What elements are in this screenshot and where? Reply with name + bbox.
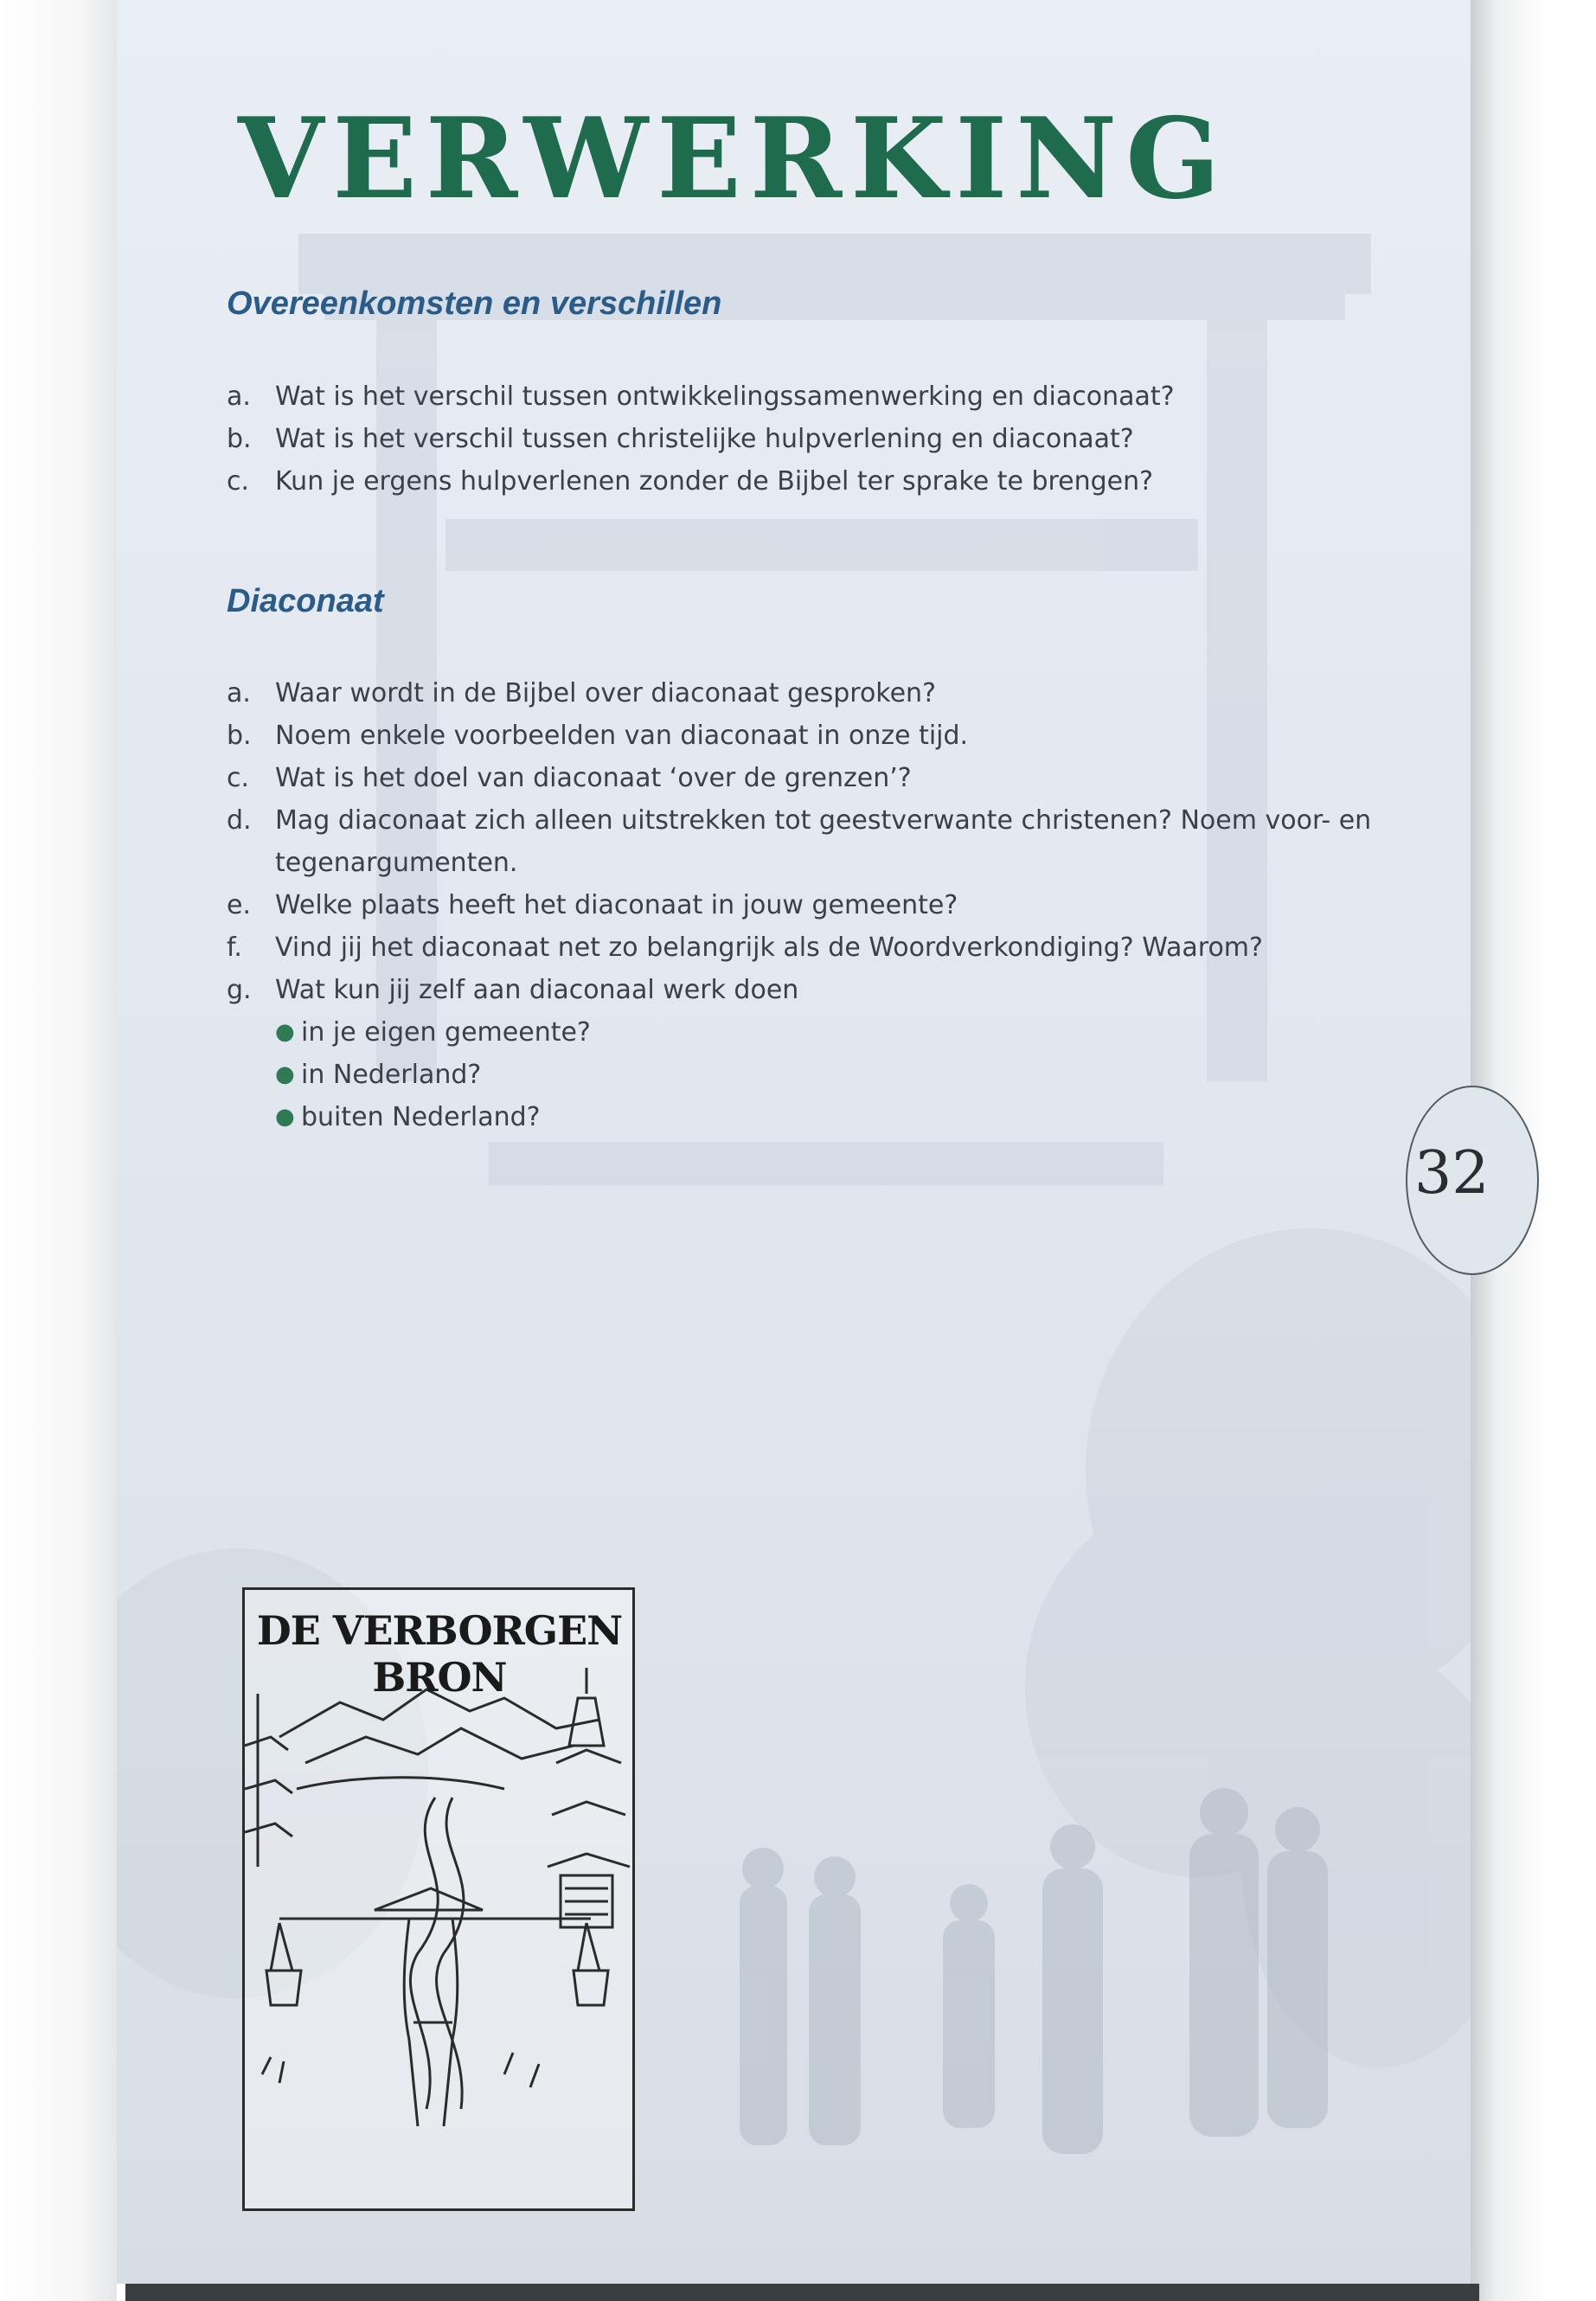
question-list-overeenkomsten <box>227 375 1351 503</box>
bullet-text: in je eigen gemeente? <box>301 1017 591 1048</box>
section-heading-overeenkomsten: Overeenkomsten en verschillen <box>227 285 722 322</box>
bullet-icon: ● <box>275 1019 295 1045</box>
page-margin-left <box>0 0 117 2301</box>
list-item <box>227 969 1429 1011</box>
bullet-icon: ● <box>275 1061 295 1087</box>
item-text: Noem enkele voorbeelden van diaconaat in onze tijd. <box>275 721 969 751</box>
item-marker: b. <box>227 424 252 454</box>
list-item <box>227 460 1351 503</box>
list-item <box>227 1011 1429 1138</box>
section-heading-diaconaat: Diaconaat <box>227 583 384 619</box>
bullet-list <box>275 1011 591 1138</box>
item-text: Welke plaats heeft het diaconaat in jouw gemeente? <box>275 890 958 920</box>
question-list-diaconaat <box>227 672 1429 1138</box>
list-item <box>227 375 1351 418</box>
cover-title: DE VERBORGEN BRON <box>256 1607 623 1701</box>
book-cover-illustration <box>242 1587 635 2211</box>
item-text: Vind jij het diaconaat net zo belangrijk als de Woordverkondiging? Waarom? <box>275 933 1263 963</box>
item-marker: d. <box>227 805 252 836</box>
item-text: Wat is het verschil tussen ontwikkelingssamenwerking en diaconaat? <box>275 381 1175 412</box>
page-number: 32 <box>1414 1139 1490 1208</box>
list-item <box>227 926 1429 969</box>
item-marker: a. <box>227 381 251 412</box>
item-marker: g. <box>227 975 252 1005</box>
book-page <box>117 0 1479 2284</box>
item-text: Waar wordt in de Bijbel over diaconaat gesproken? <box>275 678 936 708</box>
bullet-item <box>275 1096 591 1138</box>
item-text: Wat is het verschil tussen christelijke hulpverlening en diaconaat? <box>275 424 1134 454</box>
list-item <box>227 757 1429 799</box>
item-marker: a. <box>227 678 251 708</box>
list-item <box>227 418 1351 460</box>
page-bottom-edge <box>125 2284 1479 2301</box>
page-number-tab <box>1406 1086 1539 1275</box>
item-marker: c. <box>227 466 250 497</box>
list-item <box>227 715 1429 757</box>
bullet-item <box>275 1011 591 1054</box>
bullet-text: buiten Nederland? <box>301 1102 541 1132</box>
item-marker: c. <box>227 763 250 793</box>
bullet-text: in Nederland? <box>301 1060 482 1090</box>
bullet-item <box>275 1054 591 1096</box>
item-text: Wat is het doel van diaconaat ‘over de grenzen’? <box>275 763 912 793</box>
item-marker: e. <box>227 890 251 920</box>
item-text: Mag diaconaat zich alleen uitstrekken tot geestverwante christenen? Noem voor- en tegenargumenten. <box>275 805 1372 878</box>
list-item <box>227 672 1429 715</box>
item-text: Kun je ergens hulpverlenen zonder de Bijbel ter sprake te brengen? <box>275 466 1154 497</box>
bullet-icon: ● <box>275 1104 295 1130</box>
list-item <box>227 884 1429 926</box>
item-marker: f. <box>227 933 242 963</box>
page-title: VERWERKING <box>238 94 1229 224</box>
list-item <box>227 799 1429 884</box>
item-text: Wat kun jij zelf aan diaconaal werk doen <box>275 975 799 1005</box>
item-marker: b. <box>227 721 252 751</box>
